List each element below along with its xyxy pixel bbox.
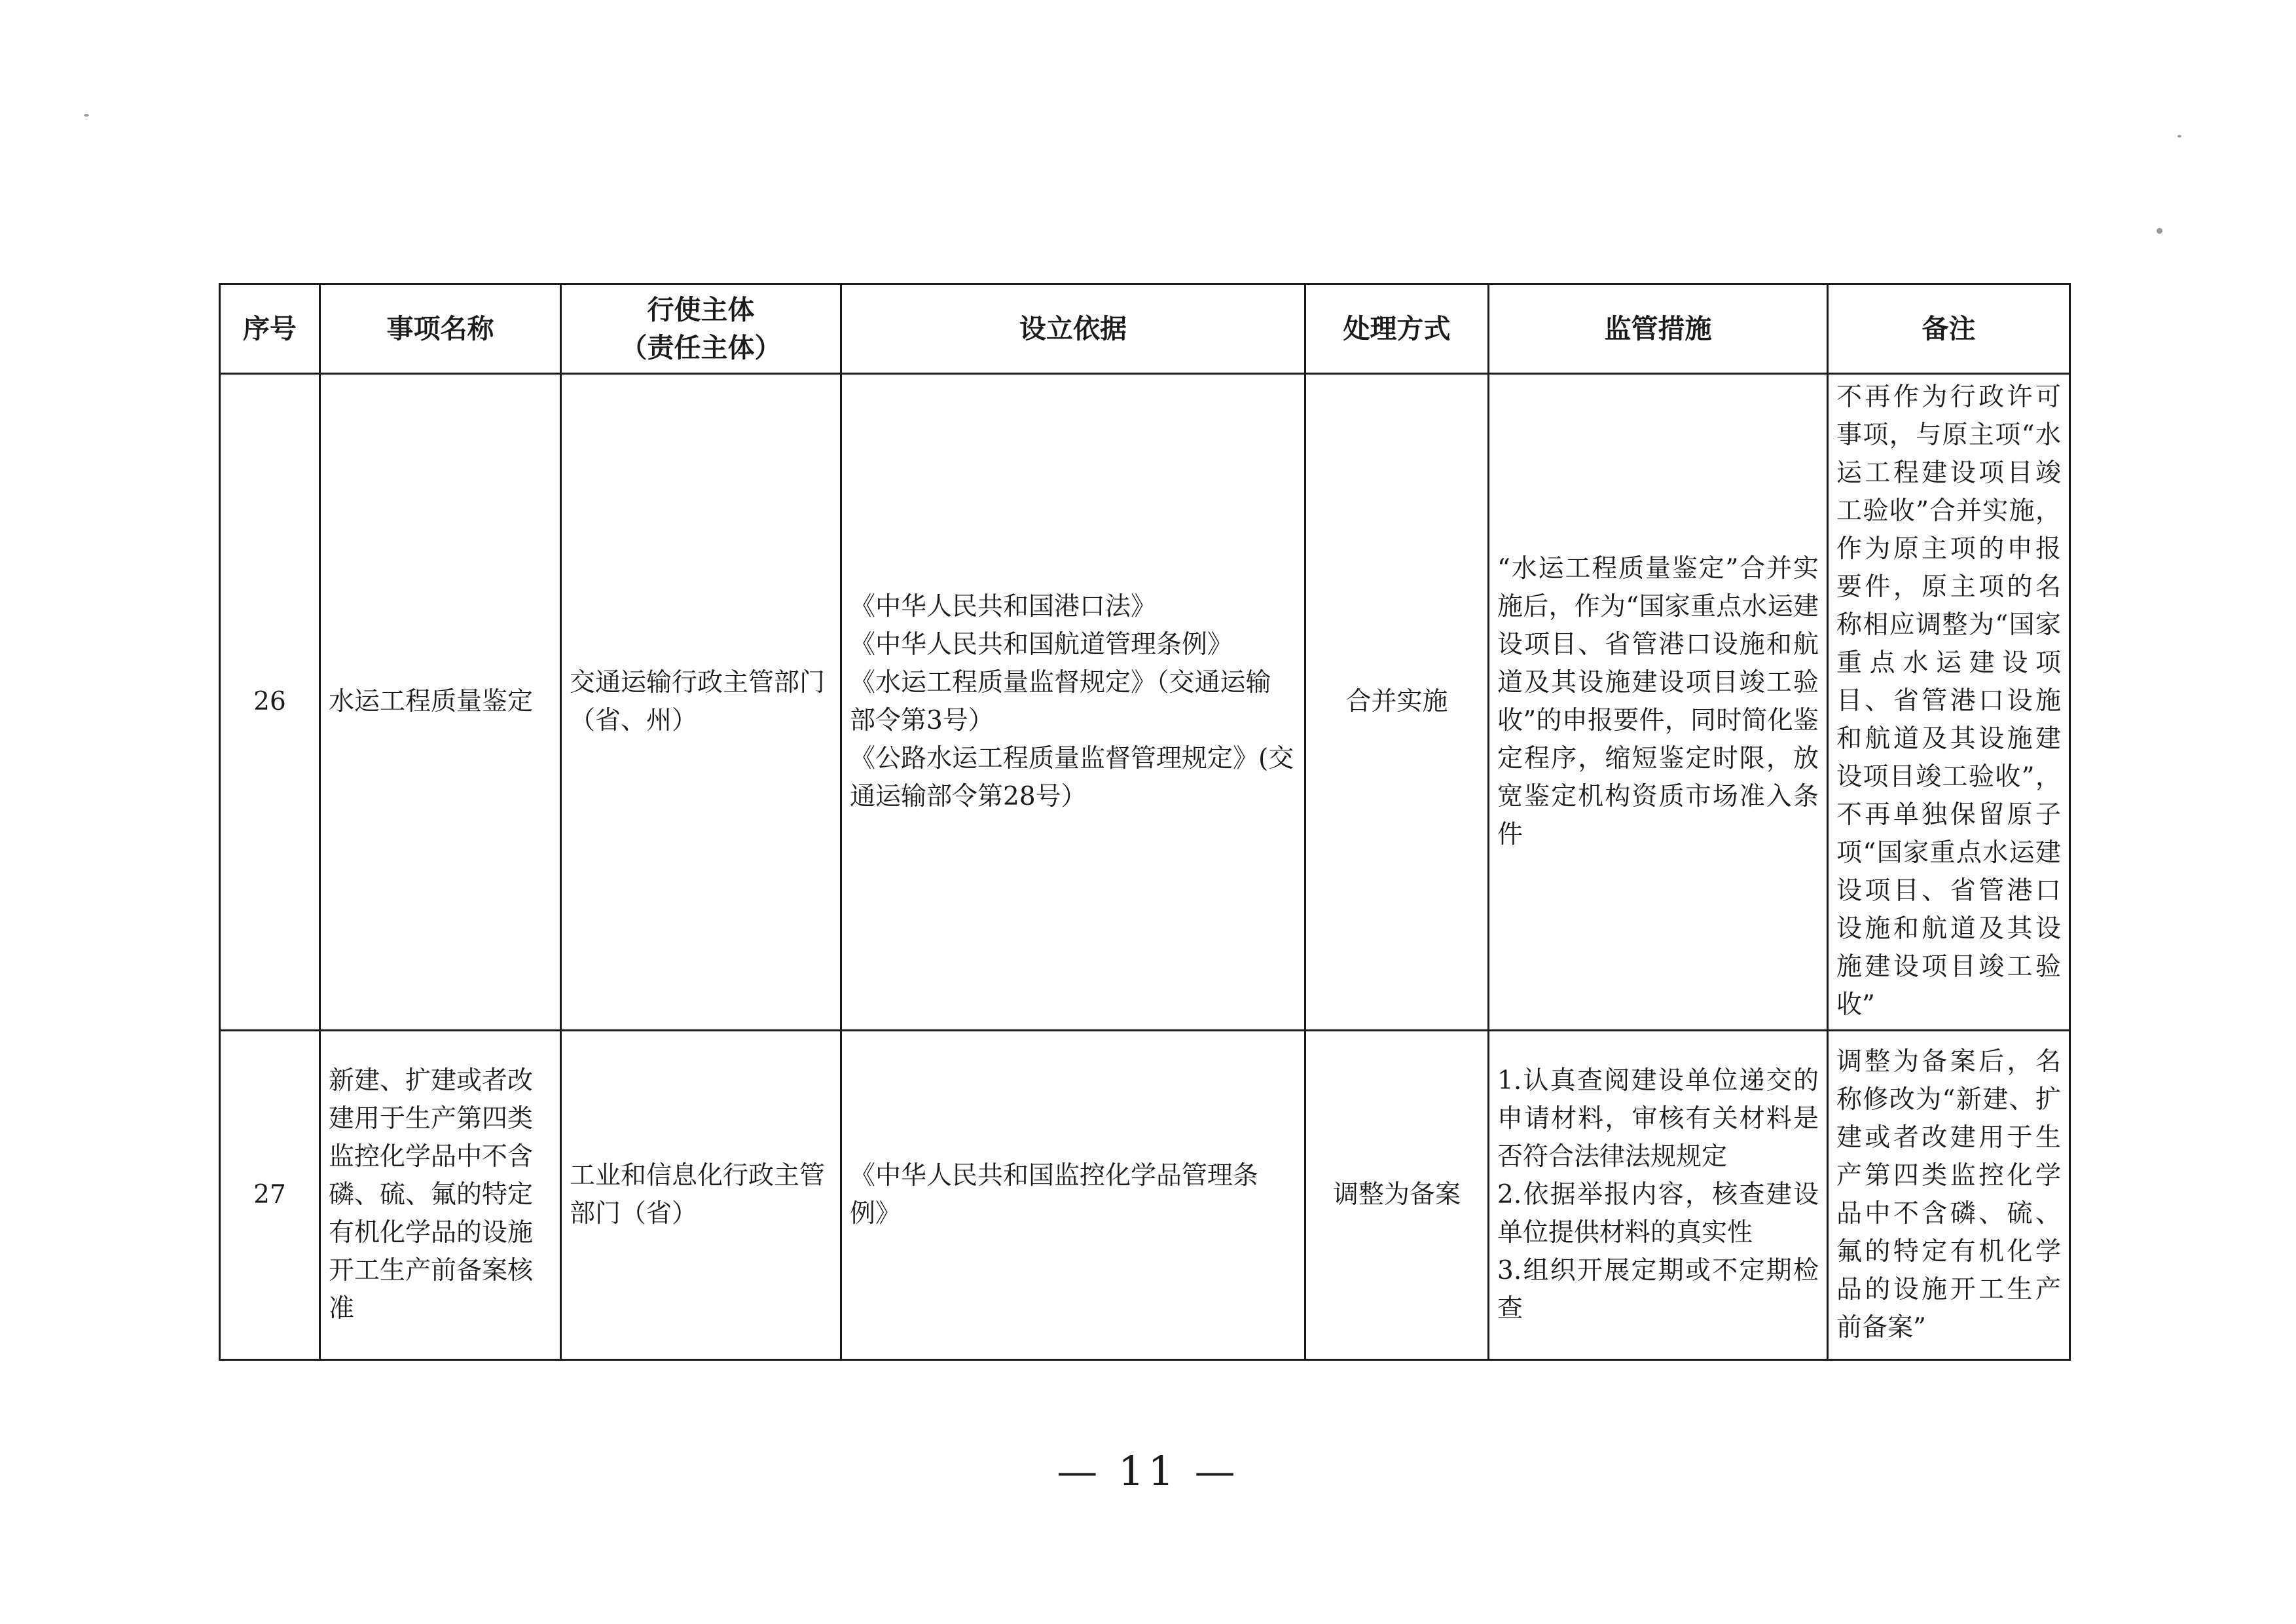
basis-line: 《水运工程质量监督规定》（交通运输部令第3号） <box>850 668 1271 735</box>
measure-line: 3.组织开展定期或不定期检查 <box>1497 1256 1819 1323</box>
scan-speck <box>2157 228 2162 234</box>
scan-speck <box>84 114 89 117</box>
header-basis: 设立依据 <box>841 284 1305 374</box>
table-row <box>220 374 2070 1031</box>
table-row <box>220 1031 2070 1360</box>
items-table <box>219 283 2071 1361</box>
header-method: 处理方式 <box>1305 284 1489 374</box>
cell-seq: 27 <box>220 1031 320 1360</box>
header-measures: 监管措施 <box>1489 284 1828 374</box>
cell-seq: 26 <box>220 374 320 1031</box>
cell-method: 调整为备案 <box>1305 1031 1489 1360</box>
measure-line: 2.依据举报内容，核查建设单位提供材料的真实性 <box>1497 1180 1819 1247</box>
cell-method: 合并实施 <box>1305 374 1489 1031</box>
cell-measures <box>1489 1031 1828 1360</box>
header-row <box>220 284 2070 374</box>
header-subject <box>561 284 841 374</box>
cell-basis <box>841 374 1305 1031</box>
scan-speck <box>2178 135 2181 138</box>
header-note: 备注 <box>1828 284 2070 374</box>
basis-line: 《中华人民共和国监控化学品管理条例》 <box>850 1161 1259 1228</box>
cell-subject: 工业和信息化行政主管部门（省） <box>561 1031 841 1360</box>
measure-line: 1.认真查阅建设单位递交的申请材料，审核有关材料是否符合法律法规规定 <box>1497 1066 1819 1172</box>
cell-name: 新建、扩建或者改建用于生产第四类监控化学品中不含磷、硫、氟的特定有机化学品的设施开工生产前备案核准 <box>320 1031 561 1360</box>
header-subject-line2: （责任主体） <box>620 332 782 363</box>
page-number: — 11 — <box>1057 1447 1239 1495</box>
header-subject-line1: 行使主体 <box>647 294 755 325</box>
cell-note: 不再作为行政许可事项，与原主项“水运工程建设项目竣工验收”合并实施，作为原主项的申报要件，原主项的名称相应调整为“国家重点水运建设项目、省管港口设施和航道及其设施建设项目竣工验收”，不再单独保留原子项“国家重点水运建设项目、省管港口设施和航道及其设施建设项目竣工验收” <box>1828 374 2070 1031</box>
cell-measures: “水运工程质量鉴定”合并实施后，作为“国家重点水运建设项目、省管港口设施和航道及其设施建设项目竣工验收”的申报要件，同时简化鉴定程序，缩短鉴定时限，放宽鉴定机构资质市场准入条件 <box>1489 374 1828 1031</box>
cell-subject: 交通运输行政主管部门（省、州） <box>561 374 841 1031</box>
basis-line: 《公路水运工程质量监督管理规定》(交通运输部令第28号） <box>850 744 1294 811</box>
cell-basis <box>841 1031 1305 1360</box>
cell-name: 水运工程质量鉴定 <box>320 374 561 1031</box>
basis-line: 《中华人民共和国航道管理条例》 <box>850 630 1233 659</box>
basis-line: 《中华人民共和国港口法》 <box>850 592 1157 621</box>
header-name: 事项名称 <box>320 284 561 374</box>
header-seq: 序号 <box>220 284 320 374</box>
cell-note: 调整为备案后，名称修改为“新建、扩建或者改建用于生产第四类监控化学品中不含磷、硫、氟的特定有机化学品的设施开工生产前备案” <box>1828 1031 2070 1360</box>
